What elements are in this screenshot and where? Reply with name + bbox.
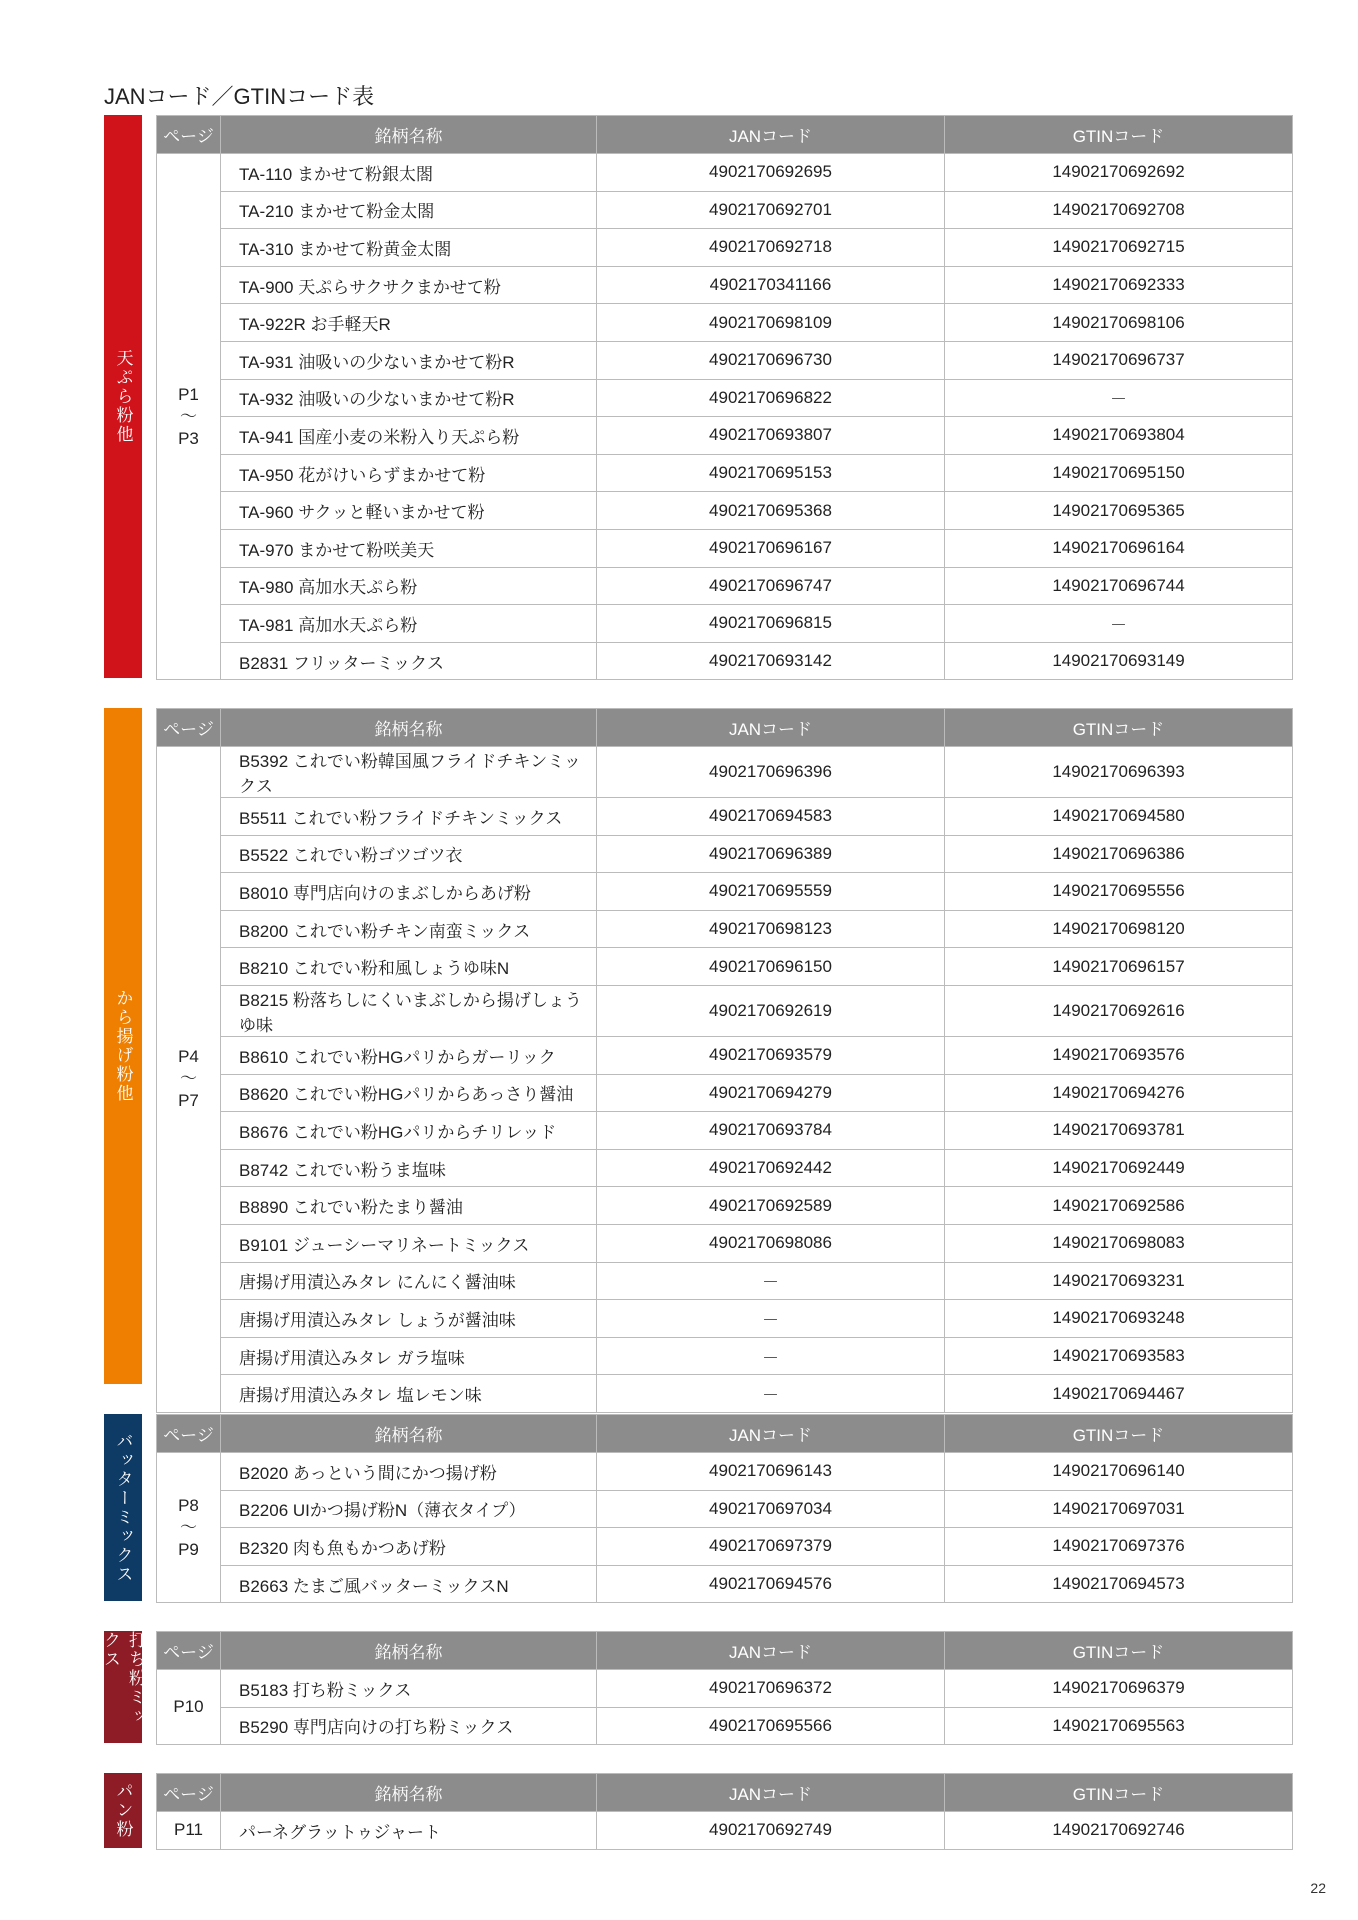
jan-code: 4902170694279 xyxy=(597,1074,945,1112)
table-row xyxy=(157,266,1293,304)
table-row xyxy=(157,417,1293,455)
product-name: 唐揚げ用漬込みタレ にんにく醤油味 xyxy=(221,1262,597,1300)
table-row xyxy=(157,379,1293,417)
jan-code: 4902170697034 xyxy=(597,1490,945,1528)
gtin-code: 14902170696393 xyxy=(945,747,1293,798)
header-gtin: GTINコード xyxy=(945,1632,1293,1670)
gtin-code: 14902170695563 xyxy=(945,1707,1293,1745)
section-tab xyxy=(104,115,142,678)
gtin-code: 14902170696164 xyxy=(945,529,1293,567)
product-name: TA-210 まかせて粉金太閤 xyxy=(221,191,597,229)
header-name: 銘柄名称 xyxy=(221,709,597,747)
product-name: B5522 これでい粉ゴツゴツ衣 xyxy=(221,835,597,873)
table-row xyxy=(157,948,1293,986)
page-range-text: ～ xyxy=(180,406,197,426)
jan-code: 4902170693807 xyxy=(597,417,945,455)
gtin-code: 14902170698120 xyxy=(945,910,1293,948)
jan-code: 4902170697379 xyxy=(597,1528,945,1566)
page-range-text: P8 xyxy=(178,1495,199,1515)
jan-code: 4902170698086 xyxy=(597,1224,945,1262)
jan-code: 4902170692619 xyxy=(597,985,945,1036)
jan-code: 4902170695566 xyxy=(597,1707,945,1745)
header-page: ページ xyxy=(157,1774,221,1812)
table-row xyxy=(157,747,1293,798)
product-name: B5392 これでい粉韓国風フライドチキンミックス xyxy=(221,747,597,798)
table-row xyxy=(157,873,1293,911)
product-name: TA-110 まかせて粉銀太閤 xyxy=(221,154,597,192)
page-range-text: P11 xyxy=(174,1820,203,1840)
header-row xyxy=(157,1774,1293,1812)
jan-code: 4902170696150 xyxy=(597,948,945,986)
product-name: TA-960 サクッと軽いまかせて粉 xyxy=(221,492,597,530)
section-label: バッターミックス xyxy=(113,1431,133,1584)
gtin-code: 14902170694580 xyxy=(945,798,1293,836)
table-row xyxy=(157,1670,1293,1708)
gtin-code: 14902170697031 xyxy=(945,1490,1293,1528)
gtin-code: 14902170693804 xyxy=(945,417,1293,455)
product-name: TA-310 まかせて粉黄金太閤 xyxy=(221,229,597,267)
table-row xyxy=(157,341,1293,379)
header-gtin: GTINコード xyxy=(945,1774,1293,1812)
gtin-code: － xyxy=(945,379,1293,417)
header-row xyxy=(157,116,1293,154)
header-page: ページ xyxy=(157,709,221,747)
code-table xyxy=(156,1631,1293,1745)
code-table xyxy=(156,1414,1293,1603)
jan-code: 4902170694583 xyxy=(597,798,945,836)
table-row xyxy=(157,1707,1293,1745)
product-name: TA-922R お手軽天R xyxy=(221,304,597,342)
section-label: 天ぷら粉他 xyxy=(113,349,133,445)
product-name: TA-900 天ぷらサクサクまかせて粉 xyxy=(221,266,597,304)
section xyxy=(104,1773,1292,1848)
product-name: TA-932 油吸いの少ないまかせて粉R xyxy=(221,379,597,417)
gtin-code: 14902170697376 xyxy=(945,1528,1293,1566)
product-name: B8620 これでい粉HGパリからあっさり醤油 xyxy=(221,1074,597,1112)
jan-code: 4902170693784 xyxy=(597,1112,945,1150)
gtin-code: 14902170695556 xyxy=(945,873,1293,911)
product-name: B5290 専門店向けの打ち粉ミックス xyxy=(221,1707,597,1745)
jan-code: 4902170696167 xyxy=(597,529,945,567)
page-number: 22 xyxy=(1310,1880,1326,1896)
header-gtin: GTINコード xyxy=(945,709,1293,747)
product-name: TA-970 まかせて粉咲美天 xyxy=(221,529,597,567)
table-row xyxy=(157,1375,1293,1413)
header-row xyxy=(157,709,1293,747)
table-row xyxy=(157,1528,1293,1566)
jan-code: 4902170698109 xyxy=(597,304,945,342)
product-name: TA-931 油吸いの少ないまかせて粉R xyxy=(221,341,597,379)
page-range xyxy=(157,747,221,1413)
jan-code: 4902170696815 xyxy=(597,605,945,643)
product-name: B8890 これでい粉たまり醤油 xyxy=(221,1187,597,1225)
table-row xyxy=(157,1300,1293,1338)
section-label: から揚げ粉他 xyxy=(113,989,133,1104)
gtin-code: 14902170693781 xyxy=(945,1112,1293,1150)
jan-code: － xyxy=(597,1375,945,1413)
page-range-text: P3 xyxy=(178,428,199,448)
jan-code: 4902170698123 xyxy=(597,910,945,948)
gtin-code: 14902170696157 xyxy=(945,948,1293,986)
header-jan: JANコード xyxy=(597,1774,945,1812)
table-row xyxy=(157,567,1293,605)
header-page: ページ xyxy=(157,1415,221,1453)
jan-code: 4902170694576 xyxy=(597,1565,945,1603)
gtin-code: 14902170696744 xyxy=(945,567,1293,605)
product-name: パーネグラットゥジャート xyxy=(221,1812,597,1850)
section xyxy=(104,708,1292,1406)
product-name: B8676 これでい粉HGパリからチリレッド xyxy=(221,1112,597,1150)
section xyxy=(104,1414,1292,1601)
gtin-code: 14902170696140 xyxy=(945,1453,1293,1491)
product-name: B8610 これでい粉HGパリからガーリック xyxy=(221,1036,597,1074)
table-row xyxy=(157,529,1293,567)
table-row xyxy=(157,835,1293,873)
jan-code: 4902170692695 xyxy=(597,154,945,192)
table-row xyxy=(157,1565,1293,1603)
jan-code: 4902170696730 xyxy=(597,341,945,379)
gtin-code: 14902170695150 xyxy=(945,454,1293,492)
table-row xyxy=(157,1149,1293,1187)
table-row xyxy=(157,229,1293,267)
jan-code: 4902170692701 xyxy=(597,191,945,229)
header-page: ページ xyxy=(157,116,221,154)
product-name: B2206 UIかつ揚げ粉N（薄衣タイプ） xyxy=(221,1490,597,1528)
table-row xyxy=(157,1453,1293,1491)
page-range-text: P7 xyxy=(178,1091,199,1111)
header-gtin: GTINコード xyxy=(945,116,1293,154)
table-row xyxy=(157,1490,1293,1528)
product-name: B2663 たまご風バッターミックスN xyxy=(221,1565,597,1603)
jan-code: 4902170693579 xyxy=(597,1036,945,1074)
section xyxy=(101,1631,1292,1743)
jan-code: － xyxy=(597,1337,945,1375)
product-name: B8215 粉落ちしにくいまぶしから揚げしょうゆ味 xyxy=(221,985,597,1036)
section-tab xyxy=(104,1414,142,1601)
gtin-code: 14902170692746 xyxy=(945,1812,1293,1850)
gtin-code: 14902170693149 xyxy=(945,642,1293,680)
product-name: B2020 あっという間にかつ揚げ粉 xyxy=(221,1453,597,1491)
jan-code: － xyxy=(597,1262,945,1300)
section-tab xyxy=(101,1631,145,1743)
section xyxy=(104,115,1292,678)
page-range-text: P10 xyxy=(173,1697,204,1717)
code-table xyxy=(156,1773,1293,1850)
gtin-code: 14902170694467 xyxy=(945,1375,1293,1413)
gtin-code: 14902170696737 xyxy=(945,341,1293,379)
jan-code: 4902170695153 xyxy=(597,454,945,492)
table-row xyxy=(157,1337,1293,1375)
jan-code: 4902170696822 xyxy=(597,379,945,417)
product-name: TA-941 国産小麦の米粉入り天ぷら粉 xyxy=(221,417,597,455)
product-name: B9101 ジューシーマリネートミックス xyxy=(221,1224,597,1262)
page-title: JANコード／GTINコード表 xyxy=(104,84,375,109)
header-gtin: GTINコード xyxy=(945,1415,1293,1453)
gtin-code: 14902170692586 xyxy=(945,1187,1293,1225)
gtin-code: 14902170692333 xyxy=(945,266,1293,304)
header-page: ページ xyxy=(157,1632,221,1670)
jan-code: 4902170696372 xyxy=(597,1670,945,1708)
gtin-code: 14902170696386 xyxy=(945,835,1293,873)
header-jan: JANコード xyxy=(597,1632,945,1670)
gtin-code: 14902170698106 xyxy=(945,304,1293,342)
gtin-code: － xyxy=(945,605,1293,643)
page-range-text: P1 xyxy=(178,384,199,404)
gtin-code: 14902170693583 xyxy=(945,1337,1293,1375)
page-range xyxy=(157,1453,221,1603)
header-name: 銘柄名称 xyxy=(221,1632,597,1670)
table-row xyxy=(157,642,1293,680)
page-range xyxy=(157,1670,221,1745)
jan-code: 4902170696143 xyxy=(597,1453,945,1491)
product-name: B8200 これでい粉チキン南蛮ミックス xyxy=(221,910,597,948)
product-name: B5511 これでい粉フライドチキンミックス xyxy=(221,798,597,836)
code-table xyxy=(156,115,1293,680)
gtin-code: 14902170693248 xyxy=(945,1300,1293,1338)
table-row xyxy=(157,1224,1293,1262)
product-name: TA-980 高加水天ぷら粉 xyxy=(221,567,597,605)
table-row xyxy=(157,1262,1293,1300)
table-row xyxy=(157,191,1293,229)
header-row xyxy=(157,1415,1293,1453)
section-tab xyxy=(104,1773,142,1848)
product-name: 唐揚げ用漬込みタレ しょうが醤油味 xyxy=(221,1300,597,1338)
header-jan: JANコード xyxy=(597,116,945,154)
gtin-code: 14902170692616 xyxy=(945,985,1293,1036)
jan-code: 4902170341166 xyxy=(597,266,945,304)
section-label: 打ち粉ミックス xyxy=(101,1631,145,1726)
jan-code: 4902170692442 xyxy=(597,1149,945,1187)
gtin-code: 14902170693576 xyxy=(945,1036,1293,1074)
header-jan: JANコード xyxy=(597,709,945,747)
gtin-code: 14902170696379 xyxy=(945,1670,1293,1708)
gtin-code: 14902170695365 xyxy=(945,492,1293,530)
page-range xyxy=(157,1812,221,1850)
jan-code: － xyxy=(597,1300,945,1338)
gtin-code: 14902170692708 xyxy=(945,191,1293,229)
gtin-code: 14902170692692 xyxy=(945,154,1293,192)
jan-code: 4902170696747 xyxy=(597,567,945,605)
gtin-code: 14902170692449 xyxy=(945,1149,1293,1187)
jan-code: 4902170693142 xyxy=(597,642,945,680)
table-row xyxy=(157,798,1293,836)
product-name: B8210 これでい粉和風しょうゆ味N xyxy=(221,948,597,986)
header-name: 銘柄名称 xyxy=(221,1774,597,1812)
header-jan: JANコード xyxy=(597,1415,945,1453)
product-name: B5183 打ち粉ミックス xyxy=(221,1670,597,1708)
table-row xyxy=(157,154,1293,192)
page-range xyxy=(157,154,221,680)
page-range-text: P4 xyxy=(178,1047,199,1067)
product-name: 唐揚げ用漬込みタレ 塩レモン味 xyxy=(221,1375,597,1413)
product-name: B8742 これでい粉うま塩味 xyxy=(221,1149,597,1187)
table-row xyxy=(157,1187,1293,1225)
table-row xyxy=(157,1812,1293,1850)
jan-code: 4902170696389 xyxy=(597,835,945,873)
page-range-text: P9 xyxy=(178,1539,199,1559)
header-row xyxy=(157,1632,1293,1670)
table-row xyxy=(157,985,1293,1036)
jan-code: 4902170695559 xyxy=(597,873,945,911)
product-name: TA-950 花がけいらずまかせて粉 xyxy=(221,454,597,492)
gtin-code: 14902170692715 xyxy=(945,229,1293,267)
product-name: B8010 専門店向けのまぶしからあげ粉 xyxy=(221,873,597,911)
product-name: 唐揚げ用漬込みタレ ガラ塩味 xyxy=(221,1337,597,1375)
product-name: B2320 肉も魚もかつあげ粉 xyxy=(221,1528,597,1566)
jan-code: 4902170692589 xyxy=(597,1187,945,1225)
table-row xyxy=(157,605,1293,643)
table-row xyxy=(157,1112,1293,1150)
table-row xyxy=(157,910,1293,948)
code-table xyxy=(156,708,1293,1413)
table-row xyxy=(157,1036,1293,1074)
jan-code: 4902170692718 xyxy=(597,229,945,267)
section-label: パン粉 xyxy=(113,1781,133,1839)
jan-code: 4902170695368 xyxy=(597,492,945,530)
gtin-code: 14902170693231 xyxy=(945,1262,1293,1300)
jan-code: 4902170696396 xyxy=(597,747,945,798)
header-name: 銘柄名称 xyxy=(221,116,597,154)
table-row xyxy=(157,492,1293,530)
gtin-code: 14902170698083 xyxy=(945,1224,1293,1262)
product-name: TA-981 高加水天ぷら粉 xyxy=(221,605,597,643)
gtin-code: 14902170694276 xyxy=(945,1074,1293,1112)
page-range-text: ～ xyxy=(180,1069,197,1089)
table-row xyxy=(157,1074,1293,1112)
jan-code: 4902170692749 xyxy=(597,1812,945,1850)
gtin-code: 14902170694573 xyxy=(945,1565,1293,1603)
table-row xyxy=(157,454,1293,492)
header-name: 銘柄名称 xyxy=(221,1415,597,1453)
section-tab xyxy=(104,708,142,1384)
page-range-text: ～ xyxy=(180,1517,197,1537)
product-name: B2831 フリッターミックス xyxy=(221,642,597,680)
table-row xyxy=(157,304,1293,342)
